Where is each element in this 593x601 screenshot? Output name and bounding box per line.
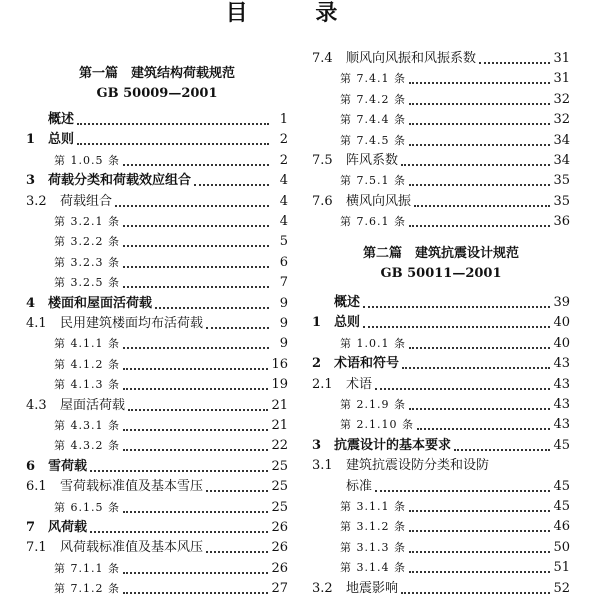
toc-entry-text: 第 3.1.1 条 [340,500,406,513]
toc-entry-text: 第 4.3.1 条 [54,419,120,432]
toc-entry-page: 26 [271,560,288,576]
dot-leader [123,286,269,288]
toc-entry-number: 1 [312,315,322,331]
toc-entry-text: 第 7.6.1 条 [340,215,406,229]
toc-entry-number: 7 [26,520,36,535]
dot-leader [123,449,268,451]
toc-entry-text: 第 2.1.9 条 [340,398,406,411]
toc-entry-page: 31 [553,71,570,87]
toc-entry-page: 40 [553,335,570,351]
toc-entry-page: 25 [271,458,288,474]
toc-entry-page: 40 [553,315,570,331]
toc-entry-number: 2 [312,356,322,372]
toc-entry-page: 43 [553,397,570,412]
toc-entry[interactable] [312,395,570,415]
toc-entry[interactable] [312,436,570,456]
dot-leader [409,184,550,186]
toc-entry-label [26,110,74,130]
toc-entry-text: 总则 [48,132,75,148]
toc-entry-number: 3.2 [26,193,47,209]
toc-entry-text: 概述 [48,112,75,127]
toc-entry-text: 荷载分类和荷载效应组合 [48,173,192,189]
toc-entry-page: 4 [279,173,288,189]
toc-entry-page: 9 [279,316,288,331]
dot-leader [409,510,550,512]
toc-entry-label [312,212,406,232]
toc-entry-label [26,294,152,314]
toc-entry-label [26,416,120,436]
toc-entry-label [26,130,74,150]
toc-entry-label [26,498,120,518]
toc-entry[interactable] [26,294,288,314]
dot-leader [123,225,269,227]
toc-entry-text: 地震影响 [346,580,399,596]
toc-entry[interactable] [26,457,288,477]
toc-entry-page: 25 [271,499,288,515]
toc-entry-page: 43 [553,417,570,433]
toc-entry-label [26,355,120,375]
toc-entry-label [312,131,406,151]
toc-entry-label [312,90,406,110]
toc-entry-label [26,334,120,354]
toc-entry-page: 36 [553,214,570,230]
toc-entry-text: 风荷载 [48,520,88,535]
toc-entry-page: 4 [279,214,288,229]
dot-leader [454,449,550,451]
toc-entry[interactable] [312,579,570,599]
toc-entry-page: 43 [553,356,570,372]
toc-entry-label [26,559,120,579]
toc-entry-number: 3.2 [312,580,333,596]
toc-entry[interactable] [312,415,570,435]
toc-entry[interactable] [26,396,288,416]
toc-entry-label [312,538,406,558]
toc-entry-number: 7.6 [312,193,333,209]
dot-leader [90,531,268,533]
toc-entry[interactable] [312,212,570,232]
dot-leader [409,571,550,573]
dot-leader [409,225,550,227]
dot-leader [417,428,550,430]
toc-entry-text: 风荷载标准值及基本风压 [60,540,204,556]
toc-entry-page: 1 [279,112,288,127]
toc-entry-label [26,375,120,395]
dot-leader [90,470,268,472]
toc-entry-text: 第 3.1.4 条 [340,561,406,575]
toc-entry-number: 7.1 [26,540,47,556]
dot-leader [363,326,550,328]
toc-entry-page: 16 [271,356,288,372]
toc-entry-number: 7.5 [312,153,333,168]
toc-entry[interactable] [26,110,288,130]
toc-entry-text: 第 7.1.2 条 [54,582,120,596]
toc-entry-text: 第 7.5.1 条 [340,174,406,188]
toc-entry-label [312,579,398,599]
toc-entry-label [312,497,406,517]
toc-entry-label [26,518,87,538]
dot-leader [409,408,550,410]
toc-entry-text: 第 4.3.2 条 [54,439,120,453]
dot-leader [123,388,268,390]
toc-entry[interactable] [26,416,288,436]
dot-leader [414,205,550,207]
toc-entry[interactable] [26,559,288,579]
toc-entry-page: 9 [279,295,288,311]
toc-entry[interactable] [26,518,288,538]
toc-entry-label [26,171,191,191]
toc-entry-text: 第 7.4.5 条 [340,133,406,147]
toc-entry-number: 3 [26,173,36,189]
toc-entry-number: 3.1 [312,458,333,474]
toc-entry[interactable] [312,334,570,354]
dot-leader [375,388,550,390]
toc-entry[interactable] [26,192,288,212]
toc-entry[interactable] [26,232,288,252]
toc-entry-text: 第 3.1.2 条 [340,520,406,534]
toc-entry-number: 6 [26,458,36,474]
toc-entry[interactable] [26,375,288,395]
toc-entry-label [312,49,476,69]
toc-entry[interactable] [26,579,288,599]
toc-entry-page: 35 [553,173,570,189]
toc-entry[interactable] [312,110,570,130]
dot-leader [123,572,268,574]
toc-entry-page: 21 [271,418,288,433]
toc-entry-page: 45 [553,499,570,514]
toc-entry[interactable] [312,171,570,191]
toc-entry[interactable] [26,498,288,518]
toc-entry-page: 34 [553,153,570,168]
toc-entry-label [26,538,203,558]
dot-leader [401,592,550,594]
dot-leader [409,123,550,125]
dot-leader [123,164,269,166]
toc-entry[interactable] [26,253,288,273]
toc-entry-text: 阵风系数 [346,153,399,168]
dot-leader [77,123,269,125]
toc-entry-text: 第 3.2.2 条 [54,235,120,249]
toc-entry[interactable] [26,538,288,558]
dot-leader [155,307,269,309]
toc-entry-page: 32 [553,112,570,128]
dot-leader [77,143,269,145]
toc-entry-label [26,253,120,273]
toc-entry[interactable] [26,477,288,497]
toc-entry-text: 屋面活荷载 [60,397,126,413]
toc-entry[interactable] [312,497,570,517]
toc-entry[interactable] [312,293,570,313]
dot-leader [375,490,550,492]
toc-entry[interactable] [312,375,570,395]
toc-entry[interactable] [26,355,288,375]
toc-entry-label [26,396,125,416]
toc-entry-page: 22 [271,438,288,454]
dot-leader [123,266,269,268]
toc-entry[interactable] [312,90,570,110]
toc-entry[interactable] [312,49,570,69]
toc-entry-page: 9 [279,336,288,352]
toc-entry-text: 第 7.4.4 条 [340,113,406,127]
toc-entry-label [26,457,87,477]
toc-entry-page: 4 [279,193,288,209]
toc-entry-number: 6.1 [26,479,47,495]
toc-entry[interactable] [312,192,570,212]
toc-entry-label [312,477,372,497]
toc-entry-label [312,375,372,395]
toc-entry-text: 第 1.0.1 条 [340,336,406,350]
toc-entry-label [312,313,360,333]
dot-leader [479,62,550,64]
dot-leader [409,347,550,349]
part-title: 第二篇 建筑抗震设计规范 [362,246,519,261]
toc-entry-text: 第 3.1.3 条 [340,540,406,554]
dot-leader [409,551,550,553]
toc-entry-page: 50 [553,539,570,555]
toc-entry-label [312,558,406,578]
toc-entry-label [26,273,120,293]
toc-entry-page: 39 [553,295,570,310]
toc-entry-label [312,436,451,456]
toc-entry-text: 第 6.1.5 条 [54,500,120,514]
toc-entry-label [26,232,120,252]
toc-entry-page: 34 [553,132,570,148]
toc-entry-text: 第 7.4.2 条 [340,92,406,106]
toc-entry-text: 第 4.1.2 条 [54,357,120,371]
toc-entry-text: 建筑抗震设防分类和设防 [346,458,490,474]
dot-leader [123,347,269,349]
toc-entry[interactable] [26,436,288,456]
toc-entry[interactable] [26,130,288,150]
toc-entry-label [312,192,411,212]
toc-entry-page: 32 [553,91,570,107]
toc-entry-text: 荷载组合 [60,193,113,209]
toc-entry[interactable] [312,151,570,171]
toc-entry-text: 总则 [334,315,361,331]
toc-entry-text: 第 1.0.5 条 [54,153,120,167]
toc-entry-text: 雪荷载标准值及基本雪压 [60,479,204,495]
toc-entry[interactable] [312,456,570,476]
toc-entry-page: 7 [279,275,288,291]
toc-entry-label [312,395,406,415]
toc-entry-text: 标准 [346,478,373,494]
toc-entry-page: 51 [553,560,570,576]
dot-leader [206,551,268,553]
toc-entry[interactable] [312,354,570,374]
toc-entry-label [312,415,414,435]
toc-entry-text: 第 2.1.10 条 [340,418,414,432]
toc-entry[interactable] [26,171,288,191]
toc-entry-label [312,69,406,89]
toc-entry-page: 52 [553,580,570,596]
toc-entry[interactable] [26,334,288,354]
toc-entry-label [312,110,406,130]
toc-entry-label [312,456,489,476]
toc-entry[interactable] [26,212,288,232]
toc-entry-text: 抗震设计的基本要求 [334,437,452,453]
toc-entry-page: 46 [553,519,570,535]
toc-entry-text: 第 4.1.3 条 [54,378,120,392]
toc-entry-label [312,151,398,171]
toc-entry[interactable] [312,558,570,578]
toc-entry-page: 27 [271,581,288,597]
dot-leader [194,184,269,186]
toc-entry-number: 7.4 [312,51,333,66]
toc-entry-text: 民用建筑楼面均布活荷载 [60,316,204,331]
dot-leader [409,103,550,105]
toc-entry-text: 楼面和屋面活荷载 [48,295,153,311]
toc-entry-text: 横风向风振 [346,193,412,209]
toc-entry[interactable] [312,517,570,537]
toc-entry[interactable] [312,313,570,333]
dot-leader [123,511,268,513]
toc-entry-page: 25 [271,479,288,495]
toc-entry-label [312,171,406,191]
dot-leader [206,327,269,329]
toc-entry-text: 第 3.2.1 条 [54,215,120,228]
toc-entry-page: 21 [271,397,288,413]
toc-entry-number: 4.1 [26,316,47,331]
toc-entry-label [26,477,203,497]
toc-entry-label [312,293,360,313]
toc-entry-text: 第 4.1.1 条 [54,337,120,351]
toc-entry[interactable] [312,538,570,558]
toc-entry-page: 26 [271,520,288,535]
toc-entry-text: 第 3.2.3 条 [54,255,120,269]
part-code: GB 50011—2001 [380,266,502,281]
toc-entry-number: 4 [26,295,36,311]
toc-entry-page: 45 [553,437,570,453]
toc-entry-page: 43 [553,376,570,392]
toc-entry-text: 顺风向风振和风振系数 [346,51,477,66]
toc-entry[interactable] [26,314,288,334]
part-heading [312,244,570,284]
toc-entry-page: 5 [279,234,288,250]
dot-leader [409,82,550,84]
toc-entry-label [26,212,120,232]
part-heading [26,64,288,104]
dot-leader [123,368,268,370]
dot-leader [123,592,268,594]
toc-entry-page: 45 [553,478,570,494]
dot-leader [363,306,550,308]
dot-leader [123,429,268,431]
toc-entry-text: 第 7.1.1 条 [54,561,120,575]
toc-entry-label [312,517,406,537]
toc-entry-label [312,354,399,374]
toc-entry-label [26,314,203,334]
toc-entry-page: 19 [271,377,288,393]
toc-entry-label [26,192,112,212]
dot-leader [128,409,268,411]
toc-entry[interactable] [312,69,570,89]
toc-entry-text: 术语和符号 [334,356,400,372]
toc-entry-number: 2.1 [312,376,333,392]
toc-entry-label [26,579,120,599]
toc-entry-text: 概述 [334,295,361,310]
toc-entry-label [26,151,120,171]
toc-entry-text: 第 7.4.1 条 [340,72,406,86]
dot-leader [123,245,269,247]
toc-entry-page: 6 [279,254,288,270]
toc-entry-number: 1 [26,132,36,148]
toc-entry-number: 3 [312,437,322,453]
toc-entry-page: 26 [271,540,288,556]
toc-entry-page: 2 [279,132,288,148]
dot-leader [401,164,550,166]
toc-entry-label [26,436,120,456]
page-title: 目 录 [225,0,368,26]
toc-entry[interactable] [26,151,288,171]
toc-entry-text: 术语 [346,376,373,392]
toc-entry-label [312,334,406,354]
toc-entry-text: 雪荷载 [48,458,88,474]
dot-leader [206,490,268,492]
part-code: GB 50009—2001 [96,86,218,101]
toc-entry[interactable] [312,477,570,497]
dot-leader [409,144,550,146]
toc-entry-page: 31 [553,51,570,66]
toc-entry-page: 2 [279,152,288,168]
dot-leader [115,205,269,207]
toc-entry[interactable] [26,273,288,293]
toc-entry-text: 第 3.2.5 条 [54,276,120,290]
dot-leader [409,530,550,532]
toc-entry-number: 4.3 [26,397,47,413]
part-title: 第一篇 建筑结构荷载规范 [78,66,235,81]
toc-entry[interactable] [312,131,570,151]
dot-leader [402,367,550,369]
toc-entry-page: 35 [553,193,570,209]
